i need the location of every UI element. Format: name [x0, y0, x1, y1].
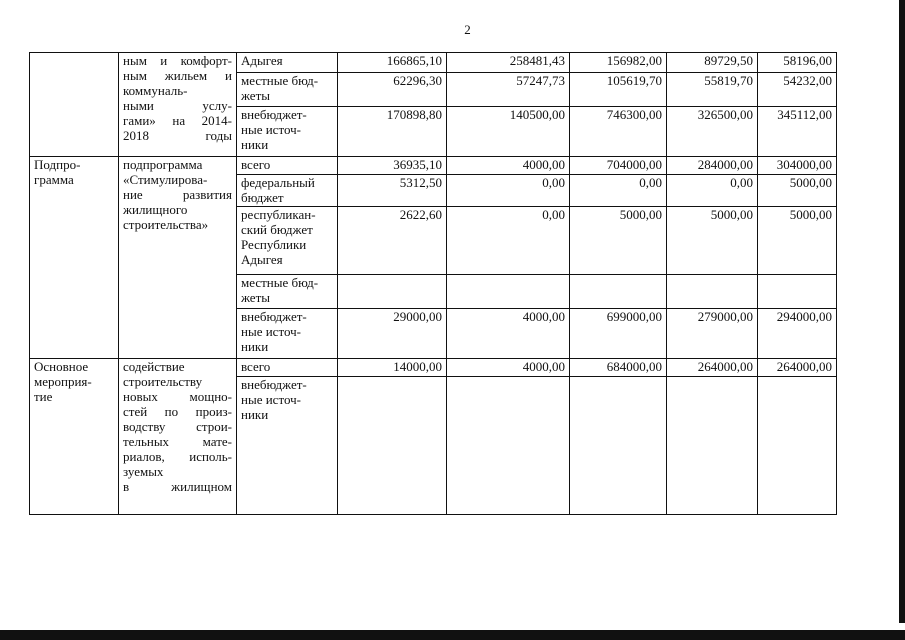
amount-cell: 29000,00 [338, 309, 447, 359]
amount-cell: 326500,00 [667, 107, 758, 157]
funding-source-cell [237, 73, 338, 107]
funding-source-cell [237, 377, 338, 515]
funding-source-cell [237, 175, 338, 207]
program-name-cell [119, 157, 237, 359]
amount-cell [570, 275, 667, 309]
amount-cell: 264000,00 [758, 359, 837, 377]
amount-cell: 0,00 [667, 175, 758, 207]
cell-line: ным жильем и [123, 68, 232, 83]
amount-cell: 5000,00 [667, 207, 758, 275]
funding-source-cell [237, 107, 338, 157]
table-row [30, 157, 837, 175]
program-name-cell [119, 53, 237, 157]
amount-cell: 345112,00 [758, 107, 837, 157]
amount-cell: 279000,00 [667, 309, 758, 359]
amount-cell [338, 275, 447, 309]
cell-line: республикан- [241, 207, 316, 222]
cell-line: гами» на 2014- [123, 113, 232, 128]
cell-line: тельных мате- [123, 434, 232, 449]
amount-cell: 36935,10 [338, 157, 447, 175]
cell-line: всего [241, 157, 271, 172]
amount-cell [447, 377, 570, 515]
amount-cell: 699000,00 [570, 309, 667, 359]
cell-line: всего [241, 359, 271, 374]
amount-cell [570, 377, 667, 515]
cell-line: подпрограмма [123, 157, 203, 172]
amount-cell [667, 377, 758, 515]
cell-line: коммуналь- [123, 83, 188, 98]
cell-line: ники [241, 339, 269, 354]
funding-source-cell [237, 207, 338, 275]
amount-cell: 57247,73 [447, 73, 570, 107]
amount-cell: 294000,00 [758, 309, 837, 359]
amount-cell: 0,00 [447, 175, 570, 207]
amount-cell [667, 275, 758, 309]
amount-cell: 5312,50 [338, 175, 447, 207]
cell-line: ным и комфорт- [123, 53, 232, 68]
cell-line: местные бюд- [241, 275, 319, 290]
cell-line: ский бюджет [241, 222, 313, 237]
table-row [30, 359, 837, 377]
amount-cell: 54232,00 [758, 73, 837, 107]
cell-line: ными услу- [123, 98, 232, 113]
amount-cell: 284000,00 [667, 157, 758, 175]
amount-cell: 156982,00 [570, 53, 667, 73]
funding-source-cell [237, 275, 338, 309]
amount-cell [447, 275, 570, 309]
page-number: 2 [464, 22, 471, 37]
cell-line: Республики [241, 237, 307, 252]
cell-line: «Стимулирова- [123, 172, 208, 187]
amount-cell: 5000,00 [758, 175, 837, 207]
category-cell [30, 53, 119, 157]
scan-border-right [899, 0, 905, 623]
amount-cell: 684000,00 [570, 359, 667, 377]
cell-line: внебюджет- [241, 377, 307, 392]
cell-line: внебюджет- [241, 107, 307, 122]
funding-source-cell [237, 157, 338, 175]
amount-cell: 4000,00 [447, 157, 570, 175]
cell-line: жеты [241, 88, 270, 103]
cell-line: зуемых [123, 464, 164, 479]
program-name-cell [119, 359, 237, 515]
amount-cell: 4000,00 [447, 359, 570, 377]
amount-cell: 0,00 [447, 207, 570, 275]
amount-cell: 5000,00 [570, 207, 667, 275]
amount-cell: 14000,00 [338, 359, 447, 377]
amount-cell: 704000,00 [570, 157, 667, 175]
amount-cell: 140500,00 [447, 107, 570, 157]
amount-cell: 58196,00 [758, 53, 837, 73]
amount-cell: 258481,43 [447, 53, 570, 73]
cell-line: местные бюд- [241, 73, 319, 88]
cell-line: содействие [123, 359, 185, 374]
cell-line: внебюджет- [241, 309, 307, 324]
budget-table [29, 52, 837, 515]
cell-line: стей по произ- [123, 404, 232, 419]
cell-line: ние развития [123, 187, 232, 202]
cell-line: Подпро- [34, 157, 81, 172]
amount-cell: 4000,00 [447, 309, 570, 359]
amount-cell: 746300,00 [570, 107, 667, 157]
table-row [30, 53, 837, 73]
amount-cell: 5000,00 [758, 207, 837, 275]
amount-cell: 170898,80 [338, 107, 447, 157]
cell-line: ные источ- [241, 324, 301, 339]
amount-cell [758, 275, 837, 309]
cell-line: риалов, исполь- [123, 449, 232, 464]
amount-cell: 55819,70 [667, 73, 758, 107]
cell-line: ники [241, 407, 269, 422]
amount-cell: 62296,30 [338, 73, 447, 107]
funding-source-cell [237, 53, 338, 73]
cell-line: жилищного [123, 202, 188, 217]
funding-source-cell [237, 359, 338, 377]
amount-cell [758, 377, 837, 515]
amount-cell: 166865,10 [338, 53, 447, 73]
amount-cell [338, 377, 447, 515]
scan-border-bottom [0, 630, 905, 640]
cell-line: грамма [34, 172, 74, 187]
funding-source-cell [237, 309, 338, 359]
cell-line: ные источ- [241, 122, 301, 137]
cell-line: строительства» [123, 217, 209, 232]
cell-line: новых мощно- [123, 389, 232, 404]
cell-line: бюджет [241, 190, 284, 205]
cell-line: тие [34, 389, 53, 404]
cell-line: Основное [34, 359, 89, 374]
cell-line: Адыгея [241, 53, 283, 68]
cell-line: ники [241, 137, 269, 152]
category-cell [30, 157, 119, 359]
cell-line: федеральный [241, 175, 315, 190]
cell-line: в жилищном [123, 479, 232, 494]
cell-line: Адыгея [241, 252, 283, 267]
amount-cell: 89729,50 [667, 53, 758, 73]
amount-cell: 2622,60 [338, 207, 447, 275]
cell-line: ные источ- [241, 392, 301, 407]
amount-cell: 264000,00 [667, 359, 758, 377]
cell-line: водству строи- [123, 419, 232, 434]
cell-line: мероприя- [34, 374, 92, 389]
cell-line: жеты [241, 290, 270, 305]
cell-line: 2018 годы [123, 128, 232, 143]
cell-line: строительству [123, 374, 203, 389]
amount-cell: 0,00 [570, 175, 667, 207]
amount-cell: 304000,00 [758, 157, 837, 175]
category-cell [30, 359, 119, 515]
amount-cell: 105619,70 [570, 73, 667, 107]
